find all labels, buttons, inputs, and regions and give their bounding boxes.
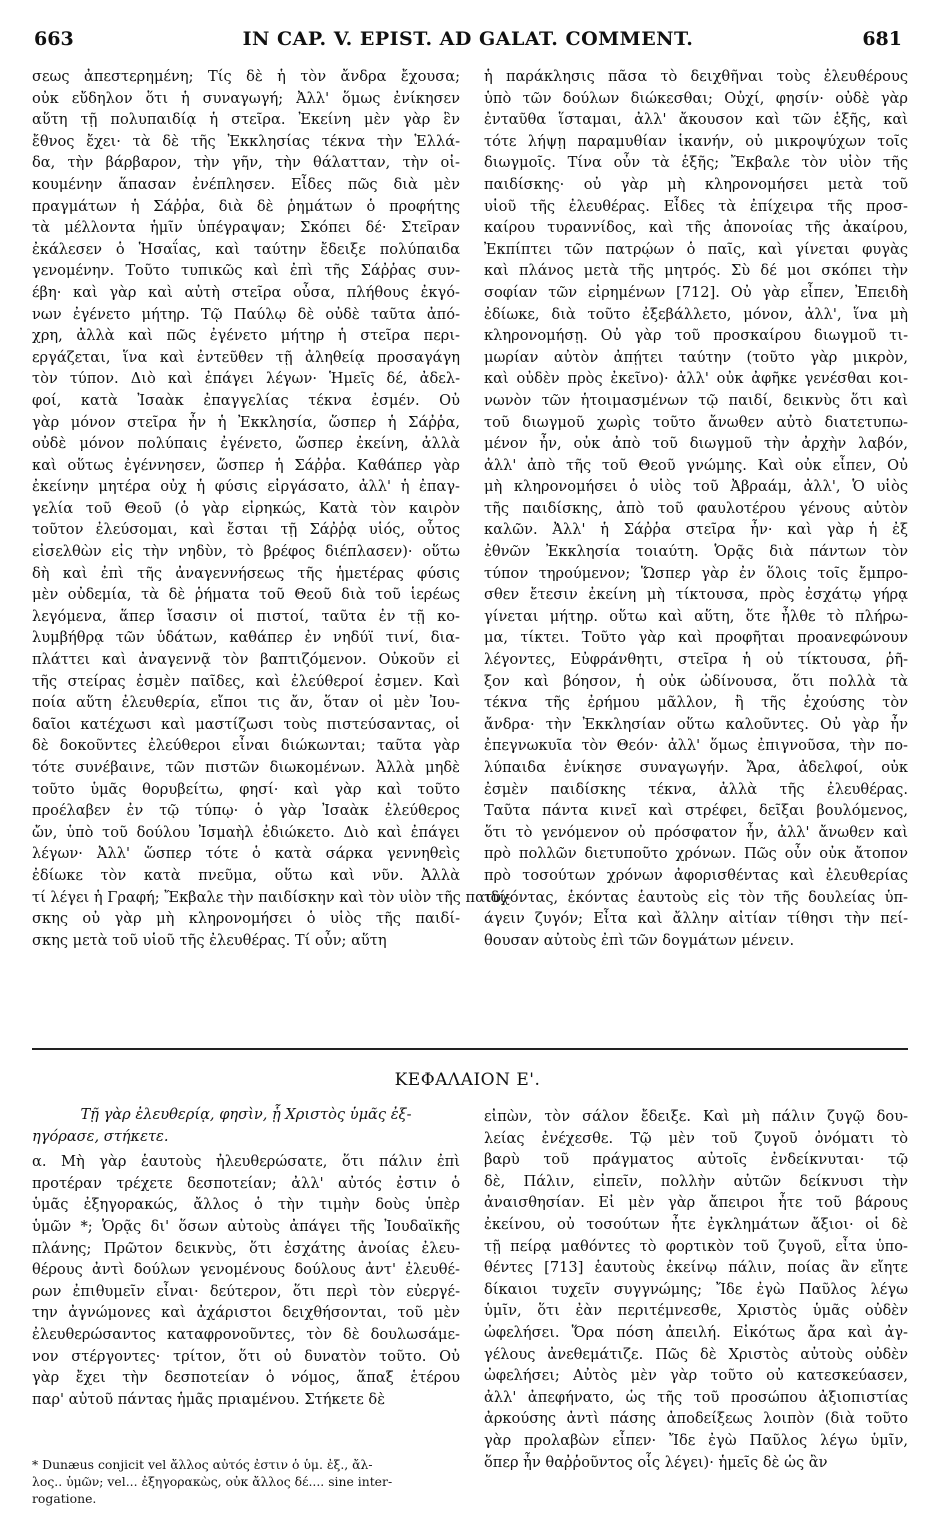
text-line: οὐδὲ μόνον πολύπαις ἐγένετο, ὥσπερ ἐκείνη, ἀλλὰ — [32, 435, 460, 453]
text-line: εἰσελθὼν εἰς τὴν νηδὺν, τὸ βρέφος διέπλασεν)· οὕτω — [32, 543, 460, 561]
page-number-left: 663 — [34, 28, 74, 50]
text-line: σεως ἀπεστερημένη; Τίς δὲ ἡ τὸν ἄνδρα ἔχουσα; — [32, 68, 460, 85]
page-number-right: 681 — [862, 28, 902, 50]
text-line: σκης οὐ γὰρ μὴ κληρονομήσει ὁ υἱὸς τῆς παιδί- — [32, 910, 460, 928]
text-line: rogatione. — [32, 1491, 97, 1506]
text-line: θέρους ἀντὶ δούλων γενομένους δούλους ἀντ' ἐλευθέ- — [32, 1261, 460, 1279]
text-line: τότε λήψῃ παραμυθίαν ἱκανήν, οὐ μικροψύχων τοῖς — [484, 132, 908, 150]
text-line: μὲν οὐδεμία, τὰ δὲ ῥήματα τοῦ Θεοῦ διὰ τοῦ ἱερέως — [32, 586, 460, 604]
text-line: τυχόντας, ἑκόντας ἑαυτοὺς εἰς τὸν τῆς δουλείας ὑπ- — [484, 888, 908, 906]
text-line: κουμένην ἅπασαν ἐνέπλησεν. Εἶδες πῶς διὰ μὲν — [32, 175, 460, 193]
footnote — [32, 1456, 460, 1507]
bottom-right-column — [484, 1106, 908, 1473]
text-line: γενομένην. Τοῦτο τυπικῶς καὶ ἐπὶ τῆς Σάῤῥας συν- — [32, 262, 460, 280]
text-line: τῆς παιδίσκης, ἀπὸ τοῦ φαυλοτέρου γένους αὐτὸν — [484, 499, 908, 517]
text-line: την ἀγνώμονες καὶ ἀχάριστοι δειχθήσονται, τοῦ μὲν — [32, 1304, 460, 1322]
text-line: γὰρ ἔχει τὴν δεσποτείαν ὁ νόμος, ἅπαξ ἑτέρου — [32, 1369, 460, 1387]
text-line: γέλους ἀνεθεμάτιζε. Πῶς δὲ Χριστὸς αὐτοὺς οὐδὲν — [484, 1345, 908, 1363]
text-line: καλῶν. Ἀλλ' ἡ Σάῤῥα στεῖρα ἦν· καὶ γὰρ ἡ ἐξ — [484, 521, 908, 539]
text-line: ἀλλ' ἀπεφήνατο, ὡς τῆς τοῦ προσώπου ἀξιοπιστίας — [484, 1388, 908, 1406]
text-line: φοί, κατὰ Ἰσαὰκ ἐπαγγελίας τέκνα ἐσμέν. Οὐ — [32, 391, 460, 409]
text-line: τῆς στείρας ἐσμὲν παῖδες, καὶ ἐλεύθεροί ἐσμεν. Καὶ — [32, 672, 460, 690]
text-line: ἐσμὲν παιδίσκης τέκνα, ἀλλὰ τῆς ἐλευθέρας. — [484, 780, 908, 798]
running-header — [34, 28, 902, 54]
text-line: λυμβήθρᾳ τῶν ὑδάτων, καθάπερ ἐν νηδύϊ τινί, δια- — [32, 629, 460, 647]
text-line: εἰπὼν, τὸν σάλον ἔδειξε. Καὶ μὴ πάλιν ζυγῷ δου- — [484, 1108, 908, 1125]
text-line: ἐκείνου, οὐ τοσούτων ἦτε ἐγκλημάτων ἄξιοι· οἱ δὲ — [484, 1215, 908, 1233]
text-line: παρ' αὐτοῦ πάντας ἡμᾶς πριαμένου. Στήκετε δὲ — [32, 1390, 386, 1408]
text-line: τὸν τύπον. Διὸ καὶ ἐπάγει λέγων· Ἡμεῖς δέ, ἀδελ- — [32, 370, 460, 388]
text-line: ὠφελήσει. Ὅρα πόση ἀπειλή. Εἰκότως ἄρα καὶ ἀγ- — [484, 1323, 908, 1341]
text-line: α. Μὴ γὰρ ἑαυτοὺς ἠλευθερώσατε, ὅτι πάλιν ἐπὶ — [32, 1153, 460, 1171]
text-line: καὶ οὕτως ἐγέννησεν, ὥσπερ ἡ Σάῤῥα. Καθάπερ γὰρ — [32, 456, 460, 474]
text-line: ὑμῶν *; Ὁρᾷς δι' ὅσων αὐτοὺς ἀπάγει τῆς Ἰουδαϊκῆς — [32, 1217, 460, 1235]
text-line: σκης μετὰ τοῦ υἱοῦ τῆς ἐλευθέρας. Τί οὖν; αὕτη — [32, 931, 387, 949]
text-line: πρὸ τοσούτων χρόνων ἀφορισθέντας καὶ ἐλευθερίας — [484, 866, 908, 884]
text-line: ἐθνῶν Ἐκκλησία τοιαύτη. Ὁρᾷς διὰ πάντων τὸν — [484, 543, 908, 561]
text-line: βαρὺ τοῦ πράγματος αὐτοῖς ἐνδείκνυται· τῷ — [484, 1151, 908, 1169]
text-line: ρων ἐπιθυμεῖν εἶναι· δεύτερον, ὅτι περὶ τὸν εὐεργέ- — [32, 1282, 460, 1300]
text-line: σοφίαν τῶν εἰρημένων [712]. Οὐ γὰρ εἶπεν, Ἐπειδὴ — [484, 283, 908, 301]
text-line: ἐδίωκε τὸν κατὰ πνεῦμα, οὕτω καὶ νῦν. Ἀλλὰ — [32, 866, 460, 884]
text-line: ἀλλ' ἀπὸ τῆς τοῦ Θεοῦ γνώμης. Καὶ οὐκ εἶπεν, Οὐ — [484, 456, 908, 474]
text-line: οὐκ εὔδηλον ὅτι ἡ συναγωγή; Ἀλλ' ὅμως ἐνίκησεν — [32, 89, 460, 107]
text-line: γελία τοῦ Θεοῦ (ὁ γὰρ εἰρηκώς, Κατὰ τὸν καιρὸν — [32, 499, 460, 517]
text-line: έβη· καὶ γὰρ καὶ αὐτὴ στεῖρα οὖσα, πλήθους ἐκγό- — [32, 283, 460, 301]
text-line: πλάνης; Πρῶτον δεικνὺς, ὅτι ἐσχάτης ἀνοίας ἐλευ- — [32, 1239, 460, 1257]
text-line: τοῦ διωγμοῦ χωρὶς τοῦτο ἄνωθεν αὐτὸ διατετυπω- — [484, 413, 908, 431]
text-line: ἐκείνην μητέρα οὐχ ἡ φύσις εἰργάσατο, ἀλλ' ἡ ἐπαγ- — [32, 478, 460, 496]
text-line: δα, τὴν βάρβαρον, τὴν γῆν, τὴν θάλατταν, τὴν οἰ- — [32, 154, 460, 172]
chapter-heading: ΚΕΦΑΛΑΙΟΝ Ε'. — [394, 1070, 541, 1090]
text-line: τῇ πείρᾳ μαθόντες τὸ φορτικὸν τοῦ ζυγοῦ, εἶτα ὑπο- — [484, 1237, 908, 1255]
text-line: Ταῦτα πάντα κινεῖ καὶ στρέφει, δεῖξαι βουλόμενος, — [484, 802, 908, 820]
text-line: Τῇ γὰρ ἐλευθερίᾳ, φησὶν, ᾗ Χριστὸς ὑμᾶς ἐξ- — [80, 1106, 412, 1123]
text-line: νωνὸν τῶν ἡτοιμασμένων τῷ παιδί, δεικνὺς ὅτι καὶ — [484, 391, 908, 409]
text-line: ἄνδρα· τὴν Ἐκκλησίαν οὕτω καλοῦντες. Οὐ γὰρ ἦν — [484, 715, 908, 733]
text-line: ποία αὕτη ἐλευθερία, εἴποι τις ἄν, ὅταν οἱ μὲν Ἰου- — [32, 694, 460, 712]
text-line: λος.. ὑμῶν; vel... ἐξηγορακὼς, οὐκ ἄλλος δέ.... sine inter- — [32, 1474, 393, 1489]
text-line: δὲ, Πάλιν, εἰπεῖν, πολλὴν αὐτῶν δείκνυσι τὴν — [484, 1172, 908, 1190]
text-line: γίνεται μήτηρ. οὕτω καὶ αὕτη, ὅτε ἦλθε τὸ πλήρω- — [484, 607, 908, 625]
text-line: δίκαιοι τυχεῖν συγγνώμης; Ἴδε ἐγὼ Παῦλος λέγω — [484, 1280, 908, 1298]
text-line: καὶ πλάνος μετὰ τῆς μητρός. Σὺ δέ μοι σκόπει τὴν — [484, 262, 908, 280]
text-line: μωρίαν αὐτὸν ἀπῄτει ταύτην (τοῦτο γὰρ μικρὸν, — [484, 348, 908, 366]
running-title: IN CAP. V. EPIST. AD GALAT. COMMENT. — [242, 28, 694, 50]
text-line: ἐνταῦθα ἵσταμαι, ἀλλ' ἄκουσον καὶ τῶν ἑξῆς, καὶ — [484, 111, 908, 129]
text-line: δὲ δοκοῦντες ἐλεύθεροι εἶναι διώκωνται; ταῦτα γὰρ — [32, 737, 460, 755]
text-line: προέλαβεν ἐν τῷ τύπῳ· ὁ γὰρ Ἰσαὰκ ἐλεύθερος — [32, 802, 460, 820]
text-line: νον στέργοντες· τρίτον, ὅτι οὐ δυνατὸν τοῦτο. Οὐ — [32, 1347, 460, 1365]
text-line: ξον καὶ βόησον, ἡ οὐκ ὠδίνουσα, ὅτι πολλὰ τὰ — [484, 672, 908, 690]
text-line: τὰ μέλλοντα ἡμῖν ὑπέγραψαν; Σκόπει δέ· Στεῖραν — [32, 219, 460, 237]
text-line: ηγόρασε, στήκετε. — [32, 1127, 169, 1145]
text-line: ὅπερ ἦν θαῤῥοῦντος οἷς λέγει)· ἡμεῖς δὲ ὡς ἂν — [484, 1453, 828, 1471]
text-line: πλάττει καὶ ἀναγεννᾷ τὸν βαπτιζόμενον. Οὐκοῦν εἰ — [32, 651, 460, 669]
text-line: άγειν ζυγόν; Εἶτα καὶ ἄλλην αἰτίαν τίθησι τὴν πεί- — [484, 910, 908, 928]
text-line: ἐδίωκε, διὰ τοῦτο ἐξεβάλλετο, μόνον, ἀλλ', ἵνα μὴ — [484, 305, 908, 323]
section-divider — [32, 1048, 908, 1050]
text-line: διωγμοῖς. Τίνα οὖν τὰ ἑξῆς; Ἔκβαλε τὸν υἱὸν τῆς — [484, 154, 908, 172]
text-line: ὑπὸ τῶν δούλων διώκεσθαι; Οὐχί, φησίν· οὐδὲ γὰρ — [484, 89, 908, 107]
text-line: ἐκάλεσεν ὁ Ἡσαΐας, καὶ ταύτην ἔδειξε πολύπαιδα — [32, 240, 460, 258]
text-line: εργάζεται, ἵνα καὶ ἐντεῦθεν τῇ ἀληθείᾳ προσαγάγη — [32, 348, 460, 366]
text-line: παιδίσκης· οὐ γὰρ μὴ κληρονομήσει μετὰ τοῦ — [484, 175, 908, 193]
text-line: μὴ κληρονομήσει ὁ υἱὸς τοῦ Ἀβραάμ, ἀλλ', Ὁ υἱὸς — [484, 478, 908, 496]
text-line: αὕτη τῇ πολυπαιδίᾳ ἡ στεῖρα. Ἐκείνη μὲν γὰρ ἓν — [32, 111, 460, 129]
text-line: προτέραν τρέχετε δεσποτείαν; ἀλλ' αὐτός ἐστιν ὁ — [32, 1174, 460, 1192]
text-line: τότε συνέβαινε, τῶν πιστῶν διωκομένων. Ἀλλὰ μηδὲ — [32, 759, 460, 776]
text-line: ὅτι τὸ γενόμενον οὐ πρόσφατον ἦν, ἀλλ' ἄνωθεν καὶ — [484, 823, 908, 841]
text-line: υἱοῦ τῆς ἐλευθέρας. Εἶδες τὰ ἐπίχειρα τῆς προσ- — [484, 197, 908, 215]
bottom-left-text — [32, 1151, 460, 1410]
text-line: ἐλευθερώσαντος καταφρονοῦντες, τὸν δὲ δουλωσάμε- — [32, 1325, 460, 1343]
top-left-column — [32, 66, 511, 951]
text-line: λύπαιδα ἐνίκησε συναγωγήν. Ἄρα, ἀδελφοί, οὐκ — [484, 759, 908, 776]
text-line: ὤν, ὑπὸ τοῦ δούλου Ἰσμαὴλ ἐδιώκετο. Διὸ καὶ ἐπάγει — [32, 823, 460, 841]
text-line: δαῖοι κατέχωσι καὶ μαστίζωσι τοὺς πιστεύσαντας, οἱ — [32, 715, 460, 733]
text-line: τοῦτον ἐλεύσομαι, καὶ ἔσται τῇ Σάῤῥᾳ υἱός, οὗτος — [32, 521, 460, 539]
text-line: μα, τίκτει. Τοῦτο γὰρ καὶ προφῆται προανεφώνουν — [484, 629, 908, 647]
text-line: χρη, ἀλλὰ καὶ πῶς ἐγένετο μήτηρ ἡ στεῖρα περι- — [32, 327, 460, 345]
text-line: λέγοντες, Εὐφράνθητι, στεῖρα ἡ οὐ τίκτουσα, ῥῆ- — [484, 651, 908, 669]
text-line: τοῦτο ὑμᾶς θορυβείτω, φησί· καὶ γὰρ καὶ τοῦτο — [32, 780, 460, 798]
text-line: λεγόμενα, ἅπερ ἴσασιν οἱ πιστοί, ταῦτα ἐν τῇ κο- — [32, 607, 460, 625]
top-right-column — [484, 66, 908, 951]
text-line: μένον ἦν, οὐκ ἀπὸ τοῦ διωγμοῦ τὴν ἀρχὴν λαβόν, — [484, 435, 908, 453]
text-line: κληρονομήσῃ. Οὐ γὰρ τοῦ προσκαίρου διωγμοῦ τι- — [484, 327, 908, 345]
text-line: ὠφελήσει; Αὐτὸς μὲν γὰρ τοῦτο οὐ κατεσκεύασεν, — [484, 1367, 908, 1385]
text-line: λείας ἐνέχεσθε. Τῷ μὲν τοῦ ζυγοῦ ὀνόματι τὸ — [484, 1129, 908, 1147]
text-line: πραγμάτων ἡ Σάῤῥα, διὰ δὲ ῥημάτων ὁ προφήτης — [32, 197, 460, 215]
text-line: γὰρ προλαβὼν εἶπεν· Ἴδε ἐγὼ Παῦλος λέγω ὑμῖν, — [484, 1431, 908, 1449]
text-line: σθεν ἔτεσιν ἐκείνη μὴ τίκτουσα, πρὸς ἐσχάτῳ γήρᾳ — [484, 586, 908, 604]
text-line: Ἐκπίπτει τῶν πατρῴων ὁ παῖς, καὶ γίνεται φυγὰς — [484, 240, 908, 258]
lemma-quote — [32, 1104, 460, 1147]
text-line: τύπον τηρούμενον; Ὥσπερ γὰρ ἐν ὅλοις τοῖς ἔμπρο- — [484, 564, 908, 582]
text-line: γὰρ μόνον στεῖρα ἦν ἡ Ἐκκλησία, ὥσπερ ἡ Σάῤῥα, — [32, 413, 460, 431]
text-line: ὑμᾶς ἐξηγορακώς, ἄλλος ὁ τὴν τιμὴν δοὺς ὑπὲρ — [32, 1196, 460, 1214]
text-line: ἀρκούσης ἀντὶ πάσης ἀποδείξεως λοιπὸν (διὰ τοῦτο — [484, 1410, 908, 1428]
text-line: τέκνα τῆς ἐρήμου μᾶλλον, ἢ τῆς ἐχούσης τὸν — [484, 694, 908, 712]
text-line: ἀναισθησίαν. Εἰ μὲν γὰρ ἄπειροι ἦτε τοῦ βάρους — [484, 1194, 908, 1212]
text-line: ἔθνος ἔχει· τὰ δὲ τῆς Ἐκκλησίας τέκνα τὴν Ἑλλά- — [32, 132, 460, 150]
text-line: λέγων· Ἀλλ' ὥσπερ τότε ὁ κατὰ σάρκα γεννηθεὶς — [32, 845, 460, 863]
text-line: θέντες [713] ἑαυτοὺς ἐκείνῳ πάλιν, ποίας ἂν εἴητε — [484, 1259, 908, 1277]
text-line: ἐπεγνωκυῖα τὸν Θεόν· ἀλλ' ὅμως ἐπιγνοῦσα, τὴν πο- — [484, 737, 908, 755]
text-line: πρὸ πολλῶν διετυποῦτο χρόνων. Πῶς οὖν οὐκ ἄτοπον — [484, 845, 908, 863]
text-line: * Dunæus conjicit vel ἄλλος αὐτός ἐστιν ὁ ὑμ. ἐξ., ἄλ- — [32, 1457, 373, 1472]
text-line: ὑμῖν, ὅτι ἐὰν περιτέμνεσθε, Χριστὸς ὑμᾶς οὐδὲν — [484, 1302, 908, 1320]
text-line: νων ἐγένετο μήτηρ. Τῷ Παύλῳ δὲ οὐδὲ ταῦτα ἀπό- — [32, 305, 460, 323]
bottom-left-column — [32, 1104, 460, 1410]
text-line: τί λέγει ἡ Γραφή; Ἔκβαλε τὴν παιδίσκην καὶ τὸν υἱὸν τῆς παιδί- — [32, 888, 511, 906]
text-line: θουσαν αὐτοὺς ἐπὶ τῶν δογμάτων μένειν. — [484, 931, 795, 949]
text-line: καίρου τυραννίδος, καὶ τῆς ἀπονοίας τῆς ἀκαίρου, — [484, 219, 908, 237]
text-line: δὴ καὶ ἐπὶ τῆς ἀναγεννήσεως τῆς ἡμετέρας φύσις — [32, 564, 460, 582]
text-line: ἡ παράκλησις πᾶσα τὸ δειχθῆναι τοὺς ἐλευθέρους — [484, 68, 908, 85]
text-line: καὶ οὐδὲν πρὸς ἐκεῖνο)· ἀλλ' οὐκ ἀφῆκε γενέσθαι κοι- — [484, 370, 908, 388]
